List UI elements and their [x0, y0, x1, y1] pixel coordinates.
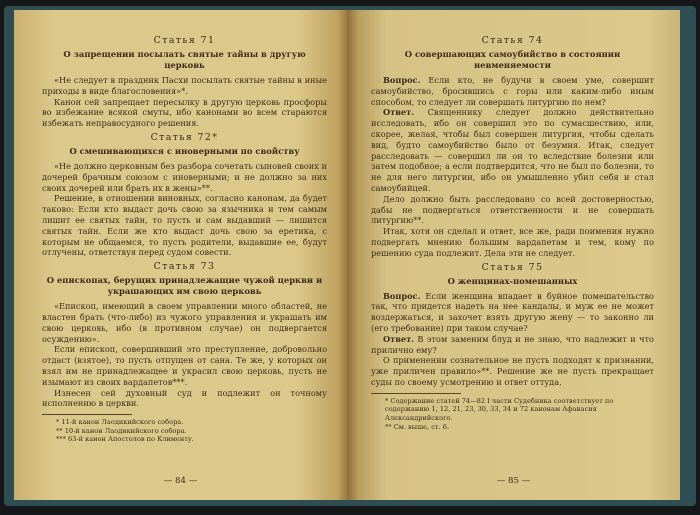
section-subtitle: О женщинах-помешанных [447, 275, 578, 286]
footnote: ** 10-й канон Лаодикийского собора. [56, 426, 187, 435]
paragraph [371, 75, 654, 107]
paragraph-lead: Ответ. [383, 333, 415, 344]
page-number: — 85 — [496, 476, 531, 486]
page-number: — 84 — [163, 476, 198, 486]
footnote: * Содержание статей 74—82 I части Судебника соответствует по содержанию 1, 12, 21, 23, 30, 33, 34 и 72 канонам Афанасия Александрийского. [385, 396, 614, 422]
article-71 [42, 35, 327, 129]
paragraph-text: В этом заменим блуд и не знаю, что надлежит и что прилично ему? [371, 333, 654, 355]
article-75 [371, 262, 654, 388]
section-subtitle: О запрещении посылать святые тайны в другую церковь [63, 49, 306, 70]
paragraph-text: Если кто, не будучи в своем уме, совершит самоубийство, бросившись с горы или каким-либо иным способом, то следует ли совершать литургию по нем? [371, 75, 654, 107]
section-heading: Статья 74 [481, 35, 544, 46]
section-heading: Статья 75 [481, 261, 544, 273]
paragraph-lead: Вопрос. [383, 75, 421, 85]
section-heading: Статья 72* [150, 131, 219, 143]
paragraph [371, 291, 654, 334]
footnote: * 11-й канон Лаодикийского собора. [56, 418, 184, 427]
paragraph [371, 107, 654, 193]
section-subtitle: О совершающих самоубийство в состоянии невменяемости [404, 49, 621, 70]
paragraph: Изнесен сей духовный суд и подлежит он точному исполнению в церкви. [42, 387, 327, 409]
paragraph [371, 355, 654, 387]
paragraph [371, 334, 654, 356]
footnote-divider [42, 414, 132, 415]
paragraph-text: Если женщина впадает в буйное помешательство так, что придется надеть на нее кандалы, и муж ее не может воздержаться, и захочет взять другую жену — то законно ли (его требование) при таком случае? [371, 290, 654, 333]
paragraph-lead: Вопрос. [383, 290, 421, 301]
article-73 [42, 261, 327, 409]
left-page [14, 10, 347, 500]
paragraph: «Не следует в праздник Пасхи посылать святые тайны в иные приходы в виде благословения»*. [42, 75, 327, 96]
paragraph [371, 226, 654, 258]
paragraph: «Епископ, имеющий в своем управлении много областей, не властен брать (что-либо) из чужого управления и украшать им свою церковь, ибо (в противном случае) он подвергается осуждению». [42, 301, 327, 344]
paragraph: Если епископ, совершивший это преступление, добровольно отдаст (взятое), то пусть отпущен от сана. Те же, у которых он взял им не принадлежащее и украсил свою церковь, пусть не изымают из своих вардапетов***. [42, 344, 327, 387]
footnote: *** 63-й канон Апостолов по Клименту. [56, 435, 194, 444]
paragraph-text: О применении сознательное не пусть подходят к признании, уже приличен правило»**. Решение же не пусть прекращает суды по своему усмотрению и ответ оттуда. [371, 355, 654, 387]
paragraph: Канон сей запрещает пересылку в другую церковь просфоры во избежание всякой смуты, ибо канонами во всем стараются избежать неправосудного решения. [42, 96, 327, 129]
footnote-divider [371, 393, 461, 394]
right-page [347, 10, 680, 500]
section-subtitle: О епископах, берущих принадлежащие чужой церкви и украшающих им свою церковь [46, 275, 323, 297]
section-heading: Статья 71 [153, 35, 216, 46]
paragraph-lead: Ответ. [383, 107, 415, 118]
article-72 [42, 132, 327, 258]
paragraph-text: Дело должно быть расследовано со всей достоверностью, дабы не подвергаться ответственности и не совершать литургию**. [371, 193, 654, 226]
article-74 [371, 35, 654, 259]
paragraph-text: Священнику следует должно действительно исследовать, ибо он совершил это по сумасшествию, или, скорее, желая, чтобы был совершен литургия, чтобы сделать вид, будто самоубийство было от безумия. Итак, следует расследовать — совершил ли он то вследствие болезни или затем подобное; а если подтвердится, что не был по болезни, то не для него литургии, ибо он умышленно убил себя и стал самоубийцей. [371, 107, 654, 193]
footnote: ** См. выше, ст. 6. [385, 422, 450, 431]
section-heading: Статья 73 [153, 261, 216, 273]
paragraph: «Не должно церковным без разбора сочетать сыновей своих и дочерей брачным союзом с иноверными; и не должно за них своих дочерей или брать их в жены»**. [42, 160, 327, 193]
paragraph: Решение, в отношении виновных, согласно канонам, да будет таково: Если кто выдаст дочь свою за язычника и тем самым лишит ее святых тайн, то пусть и сам выдавший — лишится святых тайн. Если же кто выдаст дочь свою за еретика, с которым не общаемся, то пусть родители, выдавшие ее, будут отлучены, ответствуя перед судом совести. [42, 193, 327, 258]
paragraph [371, 194, 654, 226]
paragraph-text: Итак, хотя он сделал и ответ, все же, ради поимения нужно подвергать мнению большим вардапетам и тем, кому по решению суда подлежит. Дела эти не следует. [371, 226, 654, 258]
section-subtitle: О смешивающихся с иноверными по свойству [69, 145, 300, 156]
